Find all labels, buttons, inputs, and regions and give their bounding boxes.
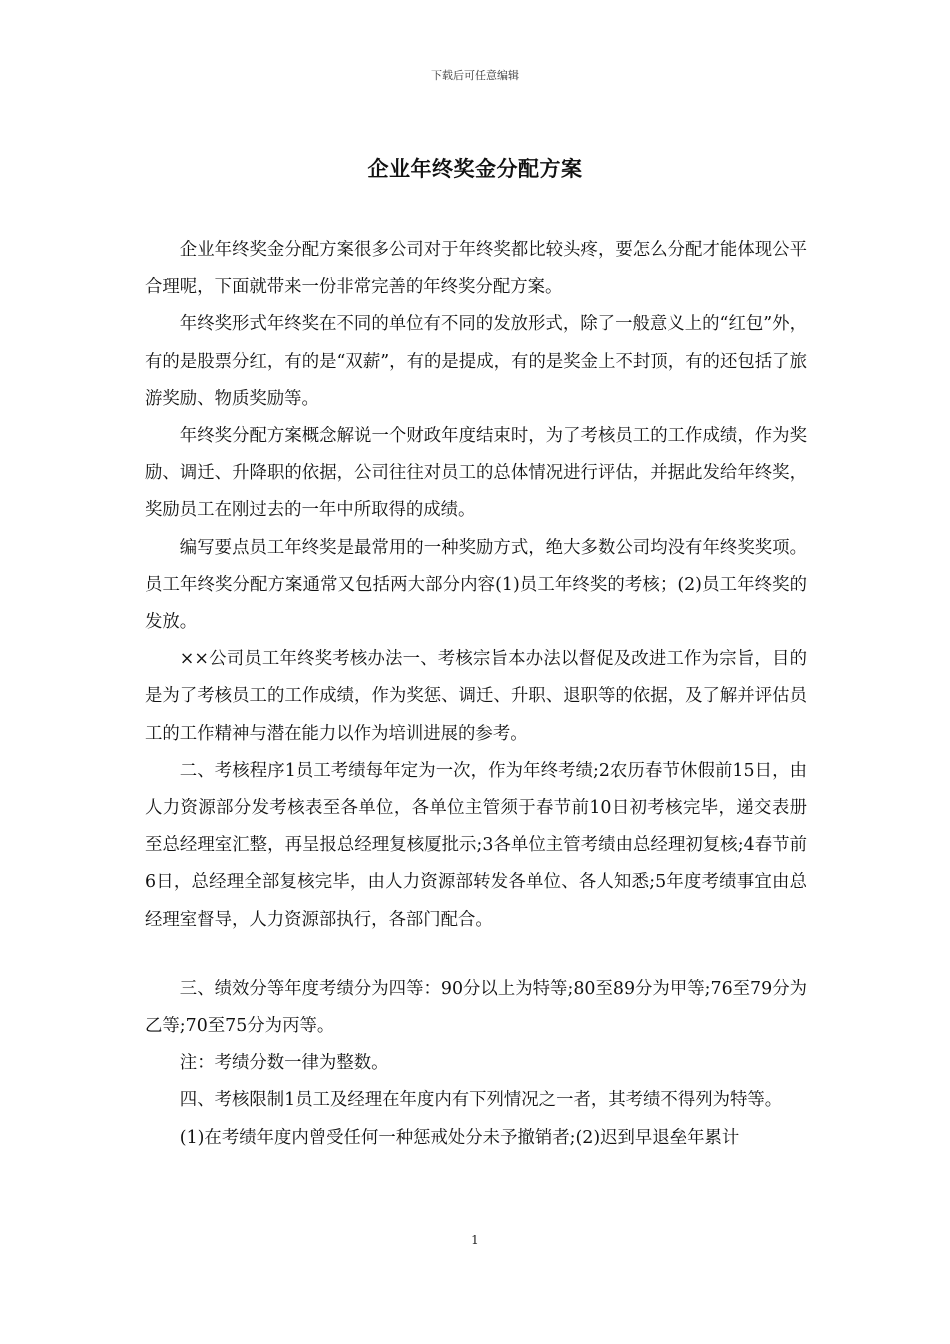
paragraph-assessment-procedure: 二、考核程序1员工考绩每年定为一次，作为年终考绩;2农历春节休假前15日，由人力资源部分发考核表至各单位，各单位主管须于春节前10日初考核完毕，递交表册至总经理室汇整，再呈报总经理复核厦批示;3各单位主管考绩由总经理初复核;4春节前6日，总经理全部复核完毕，由人力资源部转发各单位、各人知悉;5年度考绩事宜由总经理室督导，人力资源部执行，各部门配合。 [145, 760, 807, 930]
document-title: 企业年终奖金分配方案 [367, 157, 583, 181]
page-header: 下载后可任意编辑 [431, 69, 519, 82]
paragraph-note: 注：考绩分数一律为整数。 [179, 1053, 389, 1074]
paragraph-writing-points: 编写要点员工年终奖是最常用的一种奖励方式，绝大多数公司均没有年终奖奖项。员工年终奖分配方案通常又包括两大部分内容(1)员工年终奖的考核；(2)员工年终奖的发放。 [145, 537, 807, 633]
page-number: 1 [471, 1233, 479, 1247]
paragraph-intro: 企业年终奖金分配方案很多公司对于年终奖都比较头疼，要怎么分配才能体现公平合理呢，下面就带来一份非常完善的年终奖分配方案。 [145, 240, 807, 298]
paragraph-assessment-purpose: ××公司员工年终奖考核办法一、考核宗旨本办法以督促及改进工作为宗旨，目的是为了考核员工的工作成绩，作为奖惩、调迁、升职、退职等的依据，及了解并评估员工的工作精神与潜在能力以作为培训进展的参考。 [145, 649, 807, 744]
paragraph-concept: 年终奖分配方案概念解说一个财政年度结束时，为了考核员工的工作成绩，作为奖励、调迁、升降职的依据，公司往往对员工的总体情况进行评估，并据此发给年终奖，奖励员工在刚过去的一年中所取得的成绩。 [145, 426, 807, 521]
paragraph-restrictions: 四、考核限制1员工及经理在年度内有下列情况之一者，其考绩不得列为特等。 [179, 1090, 783, 1111]
paragraph-bonus-forms: 年终奖形式年终奖在不同的单位有不同的发放形式，除了一般意义上的“红包”外，有的是股票分红，有的是“双薪”，有的是提成，有的是奖金上不封顶，有的还包括了旅游奖励、物质奖励等。 [145, 314, 807, 409]
document-body [145, 232, 807, 1157]
paragraph-grading: 三、绩效分等年度考绩分为四等：90分以上为特等;80至89分为甲等;76至79分为乙等;70至75分为丙等。 [145, 978, 807, 1037]
paragraph-spacer [145, 939, 807, 971]
paragraph-restriction-items: (1)在考绩年度内曾受任何一种惩戒处分未予撤销者;(2)迟到早退垒年累计 [179, 1127, 740, 1148]
